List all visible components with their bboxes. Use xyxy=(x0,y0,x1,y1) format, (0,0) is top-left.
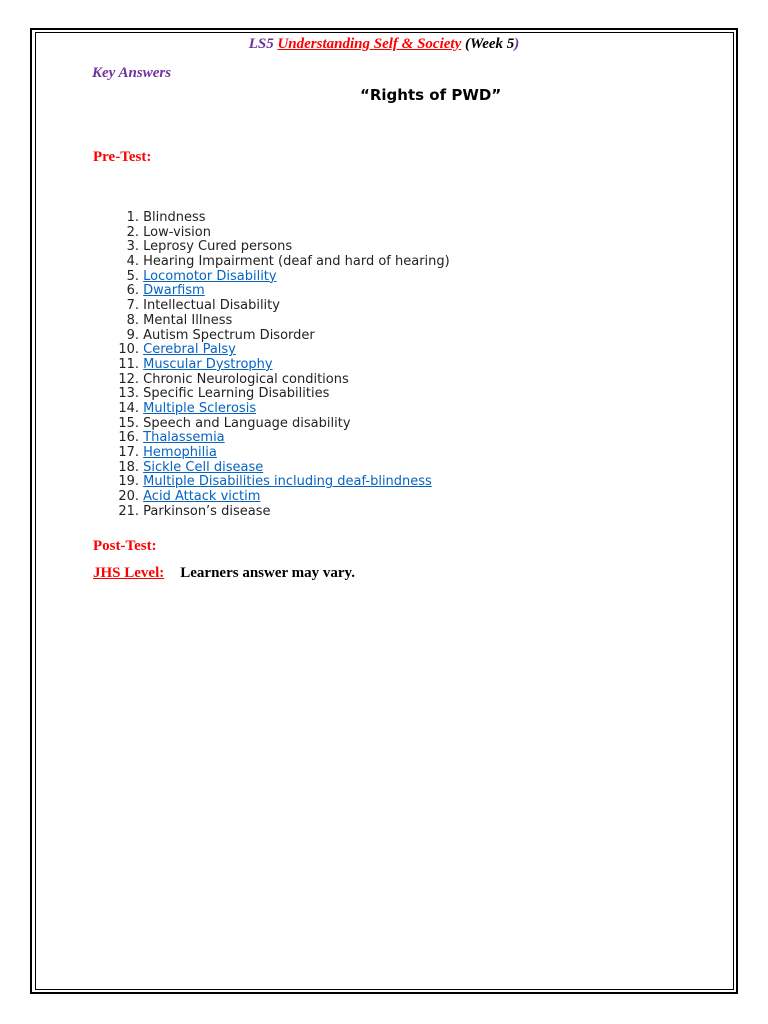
list-item-number: 3. xyxy=(126,239,139,255)
list-item-number: 14. xyxy=(118,400,139,416)
module-header xyxy=(0,36,768,53)
list-item-text: Parkinson’s disease xyxy=(143,503,271,519)
list-item xyxy=(110,255,450,270)
jhs-level-label: JHS Level: xyxy=(93,565,165,581)
list-item-text: Specific Learning Disabilities xyxy=(143,386,330,402)
list-item-link[interactable]: Dwarfism xyxy=(143,283,205,299)
list-item xyxy=(110,226,450,241)
list-item xyxy=(110,358,450,373)
list-item xyxy=(110,329,450,344)
list-item-number: 5. xyxy=(126,268,139,284)
list-item-number: 21. xyxy=(118,503,139,519)
list-item-number: 1. xyxy=(126,210,139,225)
week-label: (Week 5 xyxy=(464,36,515,52)
list-item-link[interactable]: Thalassemia xyxy=(143,430,225,446)
jhs-level-row xyxy=(93,565,355,582)
posttest-label: Post-Test: xyxy=(93,538,157,554)
list-item xyxy=(110,490,450,505)
course-code: LS5 xyxy=(248,36,274,52)
list-item xyxy=(110,314,450,329)
list-item xyxy=(110,299,450,314)
list-item-number: 10. xyxy=(118,342,139,358)
list-item-number: 15. xyxy=(118,415,139,431)
list-item-number: 12. xyxy=(118,371,139,387)
list-item-number: 6. xyxy=(126,283,139,299)
list-item-link[interactable]: Locomotor Disability xyxy=(143,268,277,284)
list-item-number: 18. xyxy=(118,459,139,475)
list-item-number: 13. xyxy=(118,386,139,402)
list-item xyxy=(110,446,450,461)
list-item-text: Chronic Neurological conditions xyxy=(143,371,349,387)
list-item-number: 16. xyxy=(118,430,139,446)
list-item-number: 7. xyxy=(126,298,139,314)
list-item xyxy=(110,240,450,255)
list-item-number: 17. xyxy=(118,445,139,460)
list-item-number: 4. xyxy=(126,254,139,270)
list-item-text: Blindness xyxy=(143,210,206,225)
list-item xyxy=(110,284,450,299)
list-item-number: 9. xyxy=(126,327,139,343)
list-item xyxy=(110,505,450,520)
list-item-number: 20. xyxy=(118,489,139,505)
list-item-text: Intellectual Disability xyxy=(143,298,280,314)
list-item-number: 11. xyxy=(118,356,139,372)
list-item xyxy=(110,270,450,285)
list-item-link[interactable]: Multiple Sclerosis xyxy=(143,400,257,416)
list-item xyxy=(110,211,450,226)
list-item-text: Autism Spectrum Disorder xyxy=(143,327,315,343)
page-title: “Rights of PWD” xyxy=(360,86,502,104)
list-item xyxy=(110,475,450,490)
list-item xyxy=(110,461,450,476)
list-item xyxy=(110,417,450,432)
list-item-number: 19. xyxy=(118,474,139,490)
list-item xyxy=(110,373,450,388)
week-close-paren: ) xyxy=(514,36,520,52)
list-item-link[interactable]: Hemophilia xyxy=(143,445,217,460)
list-item-link[interactable]: Sickle Cell disease xyxy=(143,459,264,475)
list-item-number: 8. xyxy=(126,312,139,328)
list-item-number: 2. xyxy=(126,224,139,240)
list-item xyxy=(110,402,450,417)
pretest-label: Pre-Test: xyxy=(93,149,152,165)
list-item-link[interactable]: Muscular Dystrophy xyxy=(143,356,273,372)
list-item xyxy=(110,431,450,446)
list-item-text: Leprosy Cured persons xyxy=(143,239,293,255)
list-item-link[interactable]: Multiple Disabilities including deaf-blindness xyxy=(143,474,432,490)
jhs-level-answer: Learners answer may vary. xyxy=(180,565,355,581)
list-item xyxy=(110,387,450,402)
list-item-text: Mental Illness xyxy=(143,312,233,328)
key-answers-label: Key Answers xyxy=(92,65,172,81)
course-title: Understanding Self & Society xyxy=(277,36,462,52)
list-item-text: Hearing Impairment (deaf and hard of hearing) xyxy=(143,254,450,270)
answer-list xyxy=(110,211,450,519)
list-item-link[interactable]: Acid Attack victim xyxy=(143,489,261,505)
list-item-link[interactable]: Cerebral Palsy xyxy=(143,342,236,358)
list-item-text: Low-vision xyxy=(143,224,211,240)
list-item xyxy=(110,343,450,358)
list-item-text: Speech and Language disability xyxy=(143,415,351,431)
